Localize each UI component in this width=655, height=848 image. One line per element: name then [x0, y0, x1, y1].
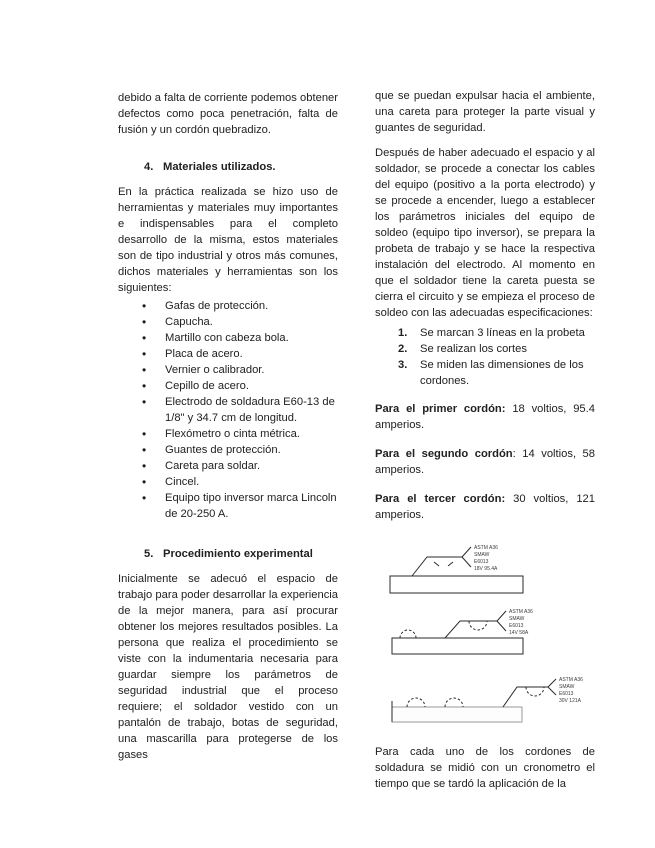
weld-callout-line: ASTM A36: [474, 545, 498, 551]
previous-bead-outline: [407, 698, 425, 707]
material-item: • Vernier o calibrador.: [165, 362, 338, 378]
material-item: • Cincel.: [165, 474, 338, 490]
previous-bead-outline: [445, 698, 463, 707]
weld-bead: [412, 557, 462, 576]
paragraph-procedure: Inicialmente se adecuó el espacio de trabajo para poder desarrollar la experiencia de la mejor manera, para así procurar obtener los mejores resultados posibles. La persona que realiza el procedimiento se viste con la indumentaria necesaria para guardar siempre los parámetros de seguridad industrial que el proceso requiere; el soldador vestido con un pantalón de trabajo, botas de seguridad, una mascarilla para protegerse de los gases: [118, 573, 338, 761]
material-item: • Placa de acero.: [165, 346, 338, 362]
material-item: • Martillo con cabeza bola.: [165, 330, 338, 346]
weld-callout-line: ASTM A36: [559, 677, 583, 683]
step-number: 3.: [398, 359, 408, 371]
paragraph-defects: debido a falta de corriente podemos obtener defectos como poca penetración, falta de fusión y un cordón quebradizo.: [118, 92, 338, 136]
cordon-values: 30 voltios, 121 amperios.: [375, 493, 595, 521]
cordon-label: Para el primer cordón:: [375, 403, 506, 415]
paragraph-materials-intro: En la práctica realizada se hizo uso de herramientas y materiales muy importantes e indispensables para el completo desarrollo de la misma, estos materiales son de tipo industrial y otros más comunes, dichos materiales y herramientas son los siguientes:: [118, 186, 338, 294]
materials-list: [118, 298, 338, 522]
steel-plate: [390, 576, 523, 593]
weld-callout-line: E6013: [509, 623, 524, 629]
step-item: [398, 357, 595, 389]
section-title: Materiales utilizados.: [163, 161, 276, 173]
step-item: [398, 325, 595, 341]
steel-plate: [392, 638, 523, 654]
previous-bead-outline: [400, 630, 416, 638]
weld-callout-line: 30V 121A: [559, 698, 581, 704]
step-text: Se marcan 3 líneas en la probeta: [420, 327, 585, 339]
material-item: • Careta para soldar.: [165, 458, 338, 474]
column-right: [375, 88, 595, 801]
cordon-label: Para el tercer cordón:: [375, 493, 506, 505]
step-item: [398, 341, 595, 357]
cordon-spec-3: [375, 491, 595, 523]
leader-arrow: [548, 687, 556, 695]
weld-diagram-3: [390, 676, 595, 732]
weld-callout-line: SMAW: [474, 552, 490, 558]
material-item: • Equipo tipo inversor marca Lincoln de 20-250 A.: [165, 490, 338, 522]
material-item: • Cepillo de acero.: [165, 378, 338, 394]
leader-arrow: [462, 557, 471, 567]
bead-mark: [448, 562, 453, 566]
section-number: 4.: [144, 161, 154, 173]
paragraph-safety: que se puedan expulsar hacia el ambiente, una careta para proteger la parte visual y guantes de seguridad.: [375, 90, 595, 134]
bead-dome-outline: [469, 621, 487, 630]
weld-callout-line: E6013: [474, 559, 489, 565]
material-item: • Electrodo de soldadura E60-13 de 1/8" y 34.7 cm de longitud.: [165, 394, 338, 426]
weld-diagram-1: [388, 536, 595, 596]
section-title: Procedimiento experimental: [163, 548, 313, 560]
weld-callout-line: ASTM A36: [509, 609, 533, 615]
weld-callout-line: 18V 95.4A: [474, 566, 498, 572]
cordon-values: : 14 voltios, 58 amperios.: [375, 448, 595, 476]
step-number: 2.: [398, 343, 408, 355]
weld-callout-line: SMAW: [509, 616, 525, 622]
column-left: [118, 90, 338, 772]
steel-plate: [392, 707, 522, 722]
cordon-spec-1: [375, 401, 595, 433]
material-item: • Gafas de protección.: [165, 298, 338, 314]
material-item: • Guantes de protección.: [165, 442, 338, 458]
paragraph-setup: Después de haber adecuado el espacio y al soldador, se procede a conectar los cables del equipo (positivo a la porta electrodo) y se procede a encender, luego a establecer los parámetros iniciales del equipo de soldeo (equipo tipo inversor), se prepara la probeta de trabajo y se hace la respectiva instalación del electrodo. Al momento en que el soldador tiene la careta puesta se cierra el circuito y se empieza el proceso de soldeo con las adecuadas especificaciones:: [375, 147, 595, 319]
weld-bead: [503, 687, 548, 707]
cordon-spec-2: [375, 446, 595, 478]
weld-callout-line: E6013: [559, 691, 574, 697]
cordon-label: Para el segundo cordón: [375, 448, 513, 460]
step-text: Se miden las dimensiones de los cordones.: [420, 359, 584, 387]
weld-bead: [445, 621, 497, 638]
section-heading-4: [118, 159, 338, 175]
weld-callout-line: SMAW: [559, 684, 575, 690]
leader-arrow: [462, 547, 471, 557]
leader-arrow: [497, 611, 506, 621]
bead-dome-outline: [526, 687, 544, 696]
leader-arrow: [497, 621, 506, 631]
steps-list: [375, 325, 595, 389]
material-item: • Flexómetro o cinta métrica.: [165, 426, 338, 442]
leader-arrow: [548, 679, 556, 687]
section-number: 5.: [144, 548, 154, 560]
bead-mark: [434, 562, 439, 566]
weld-callout-line: 14V 58A: [509, 630, 529, 636]
step-text: Se realizan los cortes: [420, 343, 527, 355]
material-item: • Capucha.: [165, 314, 338, 330]
section-heading-5: [118, 546, 338, 562]
step-number: 1.: [398, 327, 408, 339]
weld-diagram-2: [388, 606, 595, 660]
cordon-values: 18 voltios, 95.4 amperios.: [375, 403, 595, 431]
paragraph-chronometer: Para cada uno de los cordones de soldadura se midió con un cronometro el tiempo que se tardó la aplicación de la: [375, 746, 595, 790]
